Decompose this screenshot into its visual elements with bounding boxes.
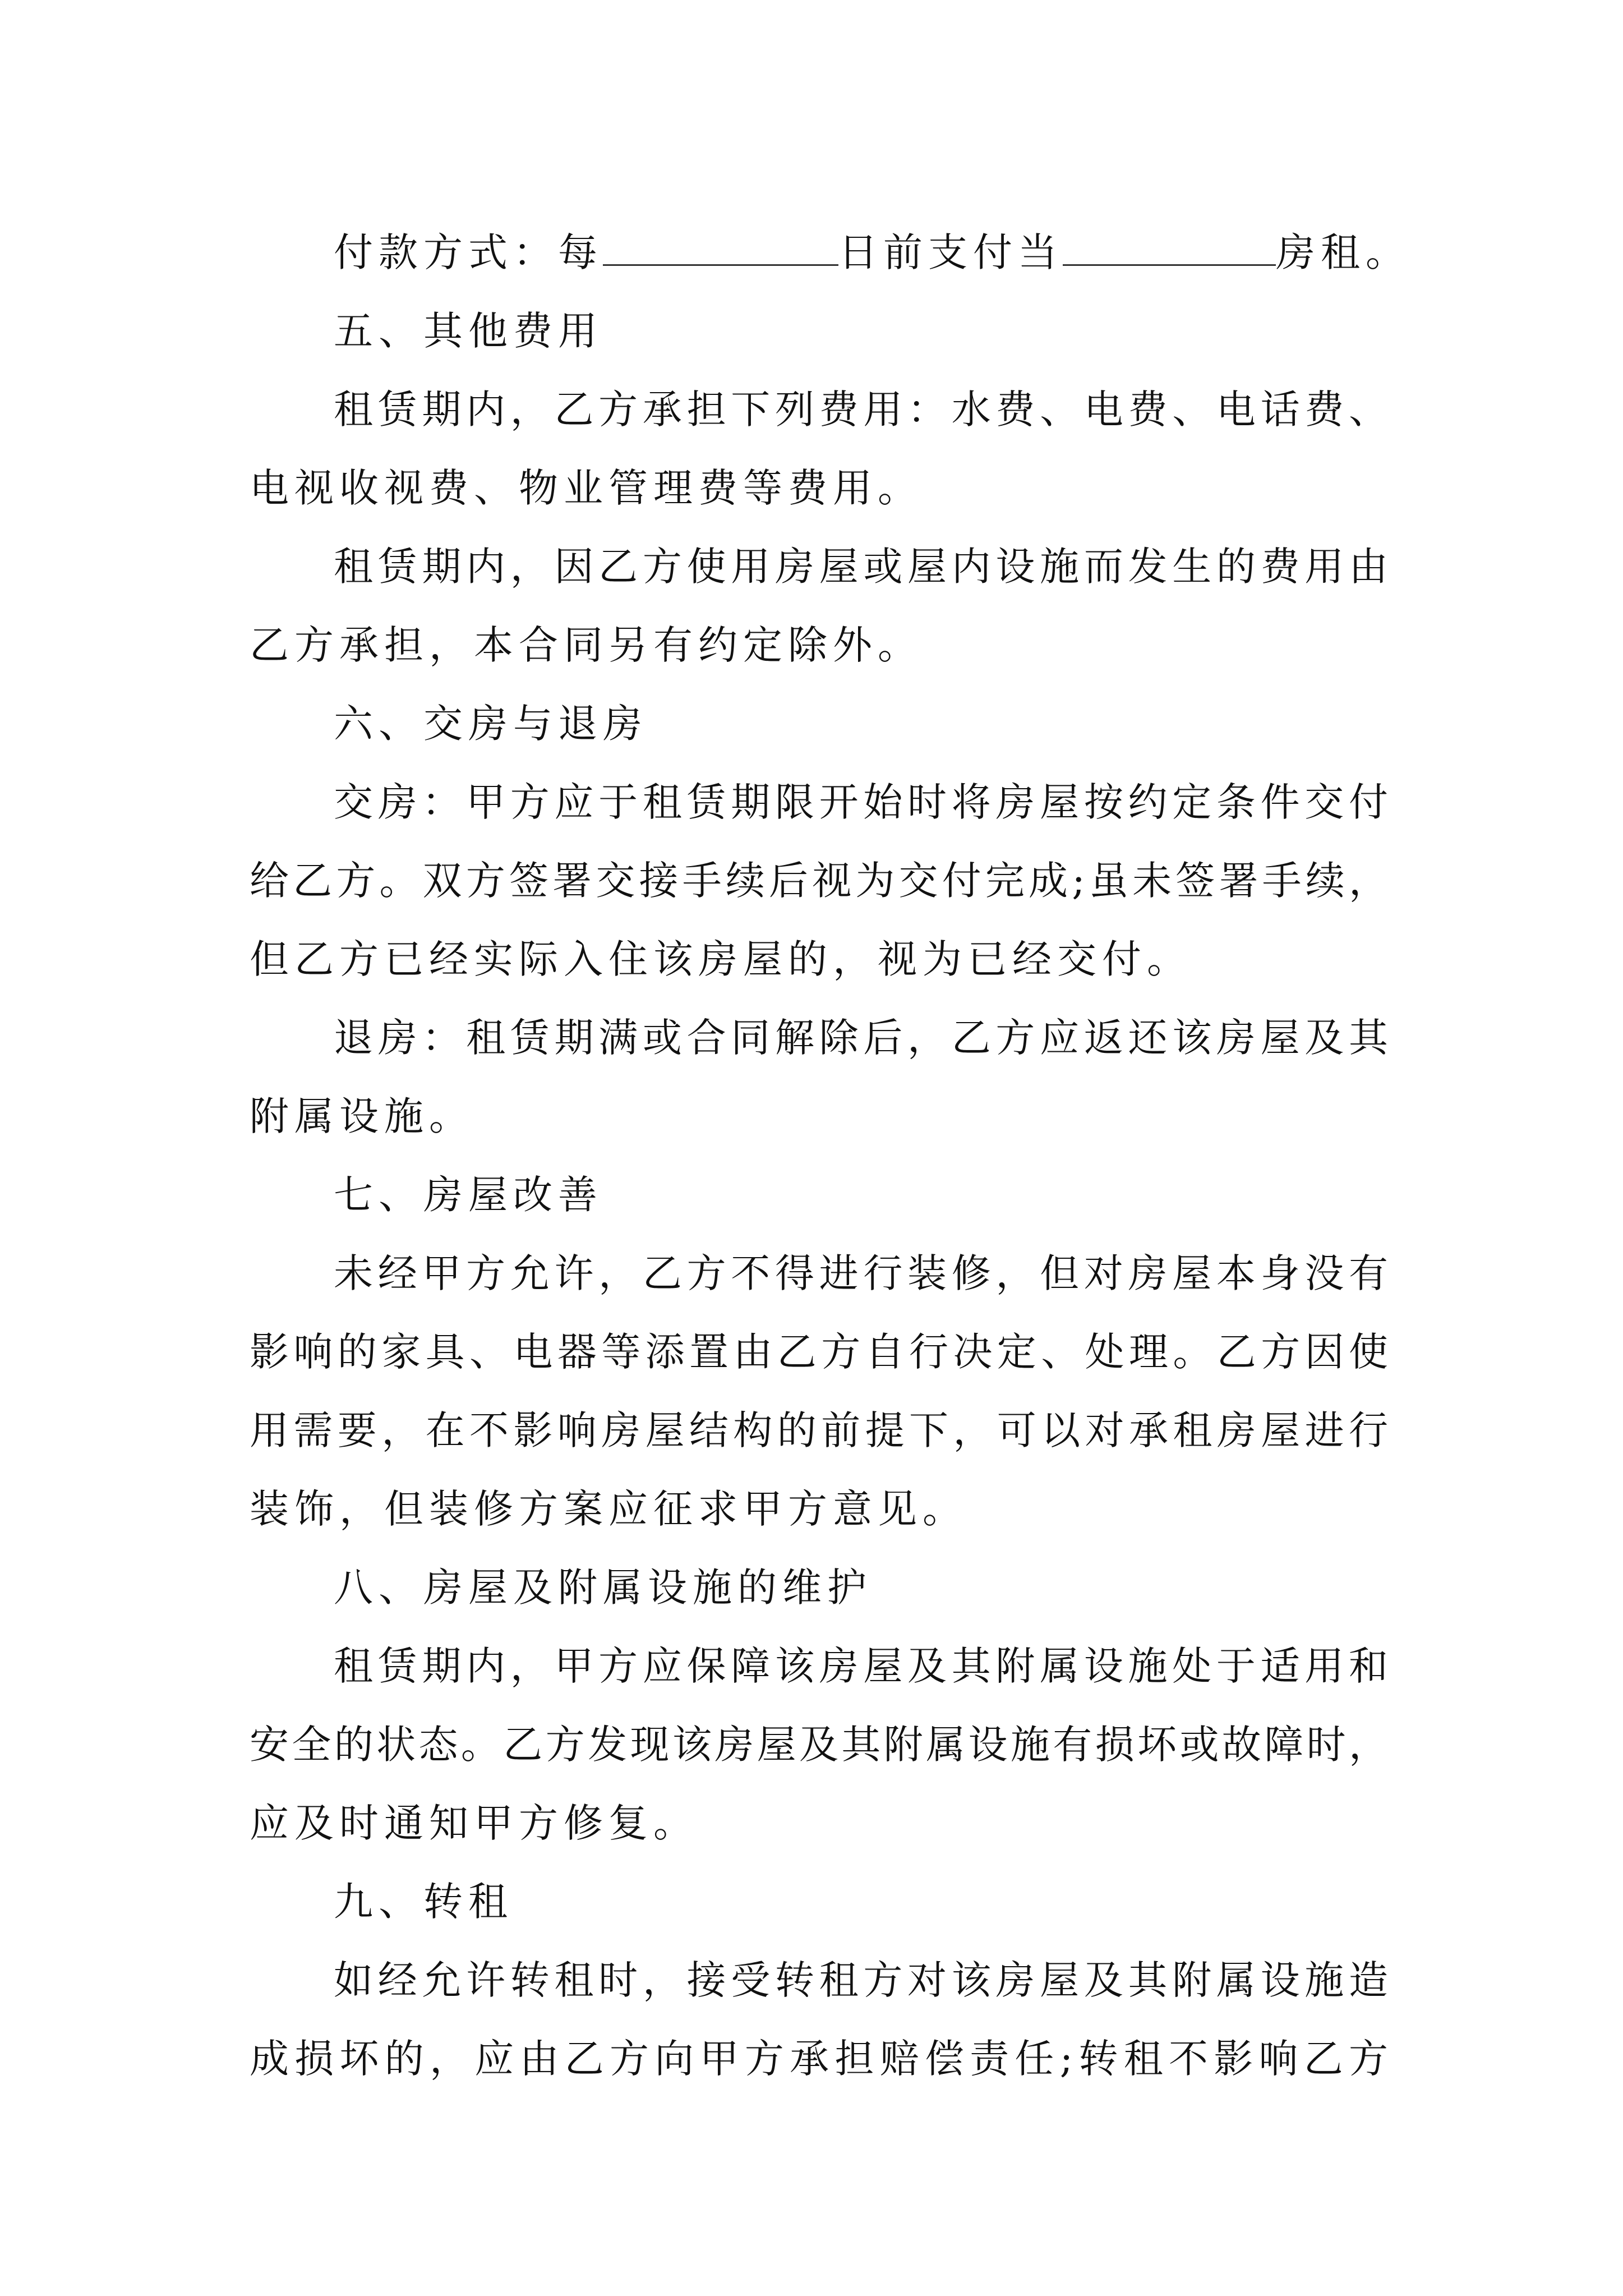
paragraph-line: 租赁期内，乙方承担下列费用：水费、电费、电话费、 xyxy=(334,386,1388,432)
paragraph-line: 退房：租赁期满或合同解除后，乙方应返还该房屋及其 xyxy=(334,1015,1388,1061)
paragraph-line: 未经甲方允许，乙方不得进行装修，但对房屋本身没有 xyxy=(334,1250,1388,1296)
paragraph-line: 交房：甲方应于租赁期限开始时将房屋按约定条件交付 xyxy=(334,779,1388,825)
payment-day-blank[interactable] xyxy=(603,231,838,266)
paragraph-line: 给乙方。双方签署交接手续后视为交付完成;虽未签署手续， xyxy=(250,858,1388,904)
payment-suffix: 房租。 xyxy=(1276,229,1410,275)
payment-prefix: 付款方式：每 xyxy=(334,229,603,275)
section-heading-improvement: 七、房屋改善 xyxy=(334,1172,603,1218)
paragraph-line: 用需要，在不影响房屋结构的前提下，可以对承租房屋进行 xyxy=(250,1407,1388,1453)
section-heading-sublease: 九、转租 xyxy=(334,1879,513,1925)
paragraph-line: 安全的状态。乙方发现该房屋及其附属设施有损坏或故障时， xyxy=(250,1722,1388,1768)
paragraph-line: 租赁期内，因乙方使用房屋或屋内设施而发生的费用由 xyxy=(334,544,1388,590)
paragraph-line: 影响的家具、电器等添置由乙方自行决定、处理。乙方因使 xyxy=(250,1329,1388,1375)
paragraph-line: 电视收视费、物业管理费等费用。 xyxy=(250,465,923,511)
paragraph-line: 租赁期内，甲方应保障该房屋及其附属设施处于适用和 xyxy=(334,1643,1388,1689)
paragraph-line: 成损坏的，应由乙方向甲方承担赔偿责任;转租不影响乙方 xyxy=(250,2036,1388,2082)
document-body xyxy=(250,213,1410,2098)
paragraph-line: 但乙方已经实际入住该房屋的，视为已经交付。 xyxy=(250,936,1192,982)
section-heading-handover: 六、交房与退房 xyxy=(334,701,648,747)
payment-method-line xyxy=(250,213,1410,292)
payment-period-blank[interactable] xyxy=(1063,231,1276,266)
paragraph-line: 装饰，但装修方案应征求甲方意见。 xyxy=(250,1486,967,1532)
paragraph-line: 乙方承担，本合同另有约定除外。 xyxy=(250,622,923,668)
paragraph-line: 附属设施。 xyxy=(250,1093,474,1139)
section-heading-other-fees: 五、其他费用 xyxy=(334,308,603,354)
payment-middle: 日前支付当 xyxy=(838,229,1063,275)
paragraph-line: 如经允许转租时，接受转租方对该房屋及其附属设施造 xyxy=(334,1957,1388,2003)
section-heading-maintenance: 八、房屋及附属设施的维护 xyxy=(334,1565,872,1611)
paragraph-line: 应及时通知甲方修复。 xyxy=(250,1800,698,1846)
